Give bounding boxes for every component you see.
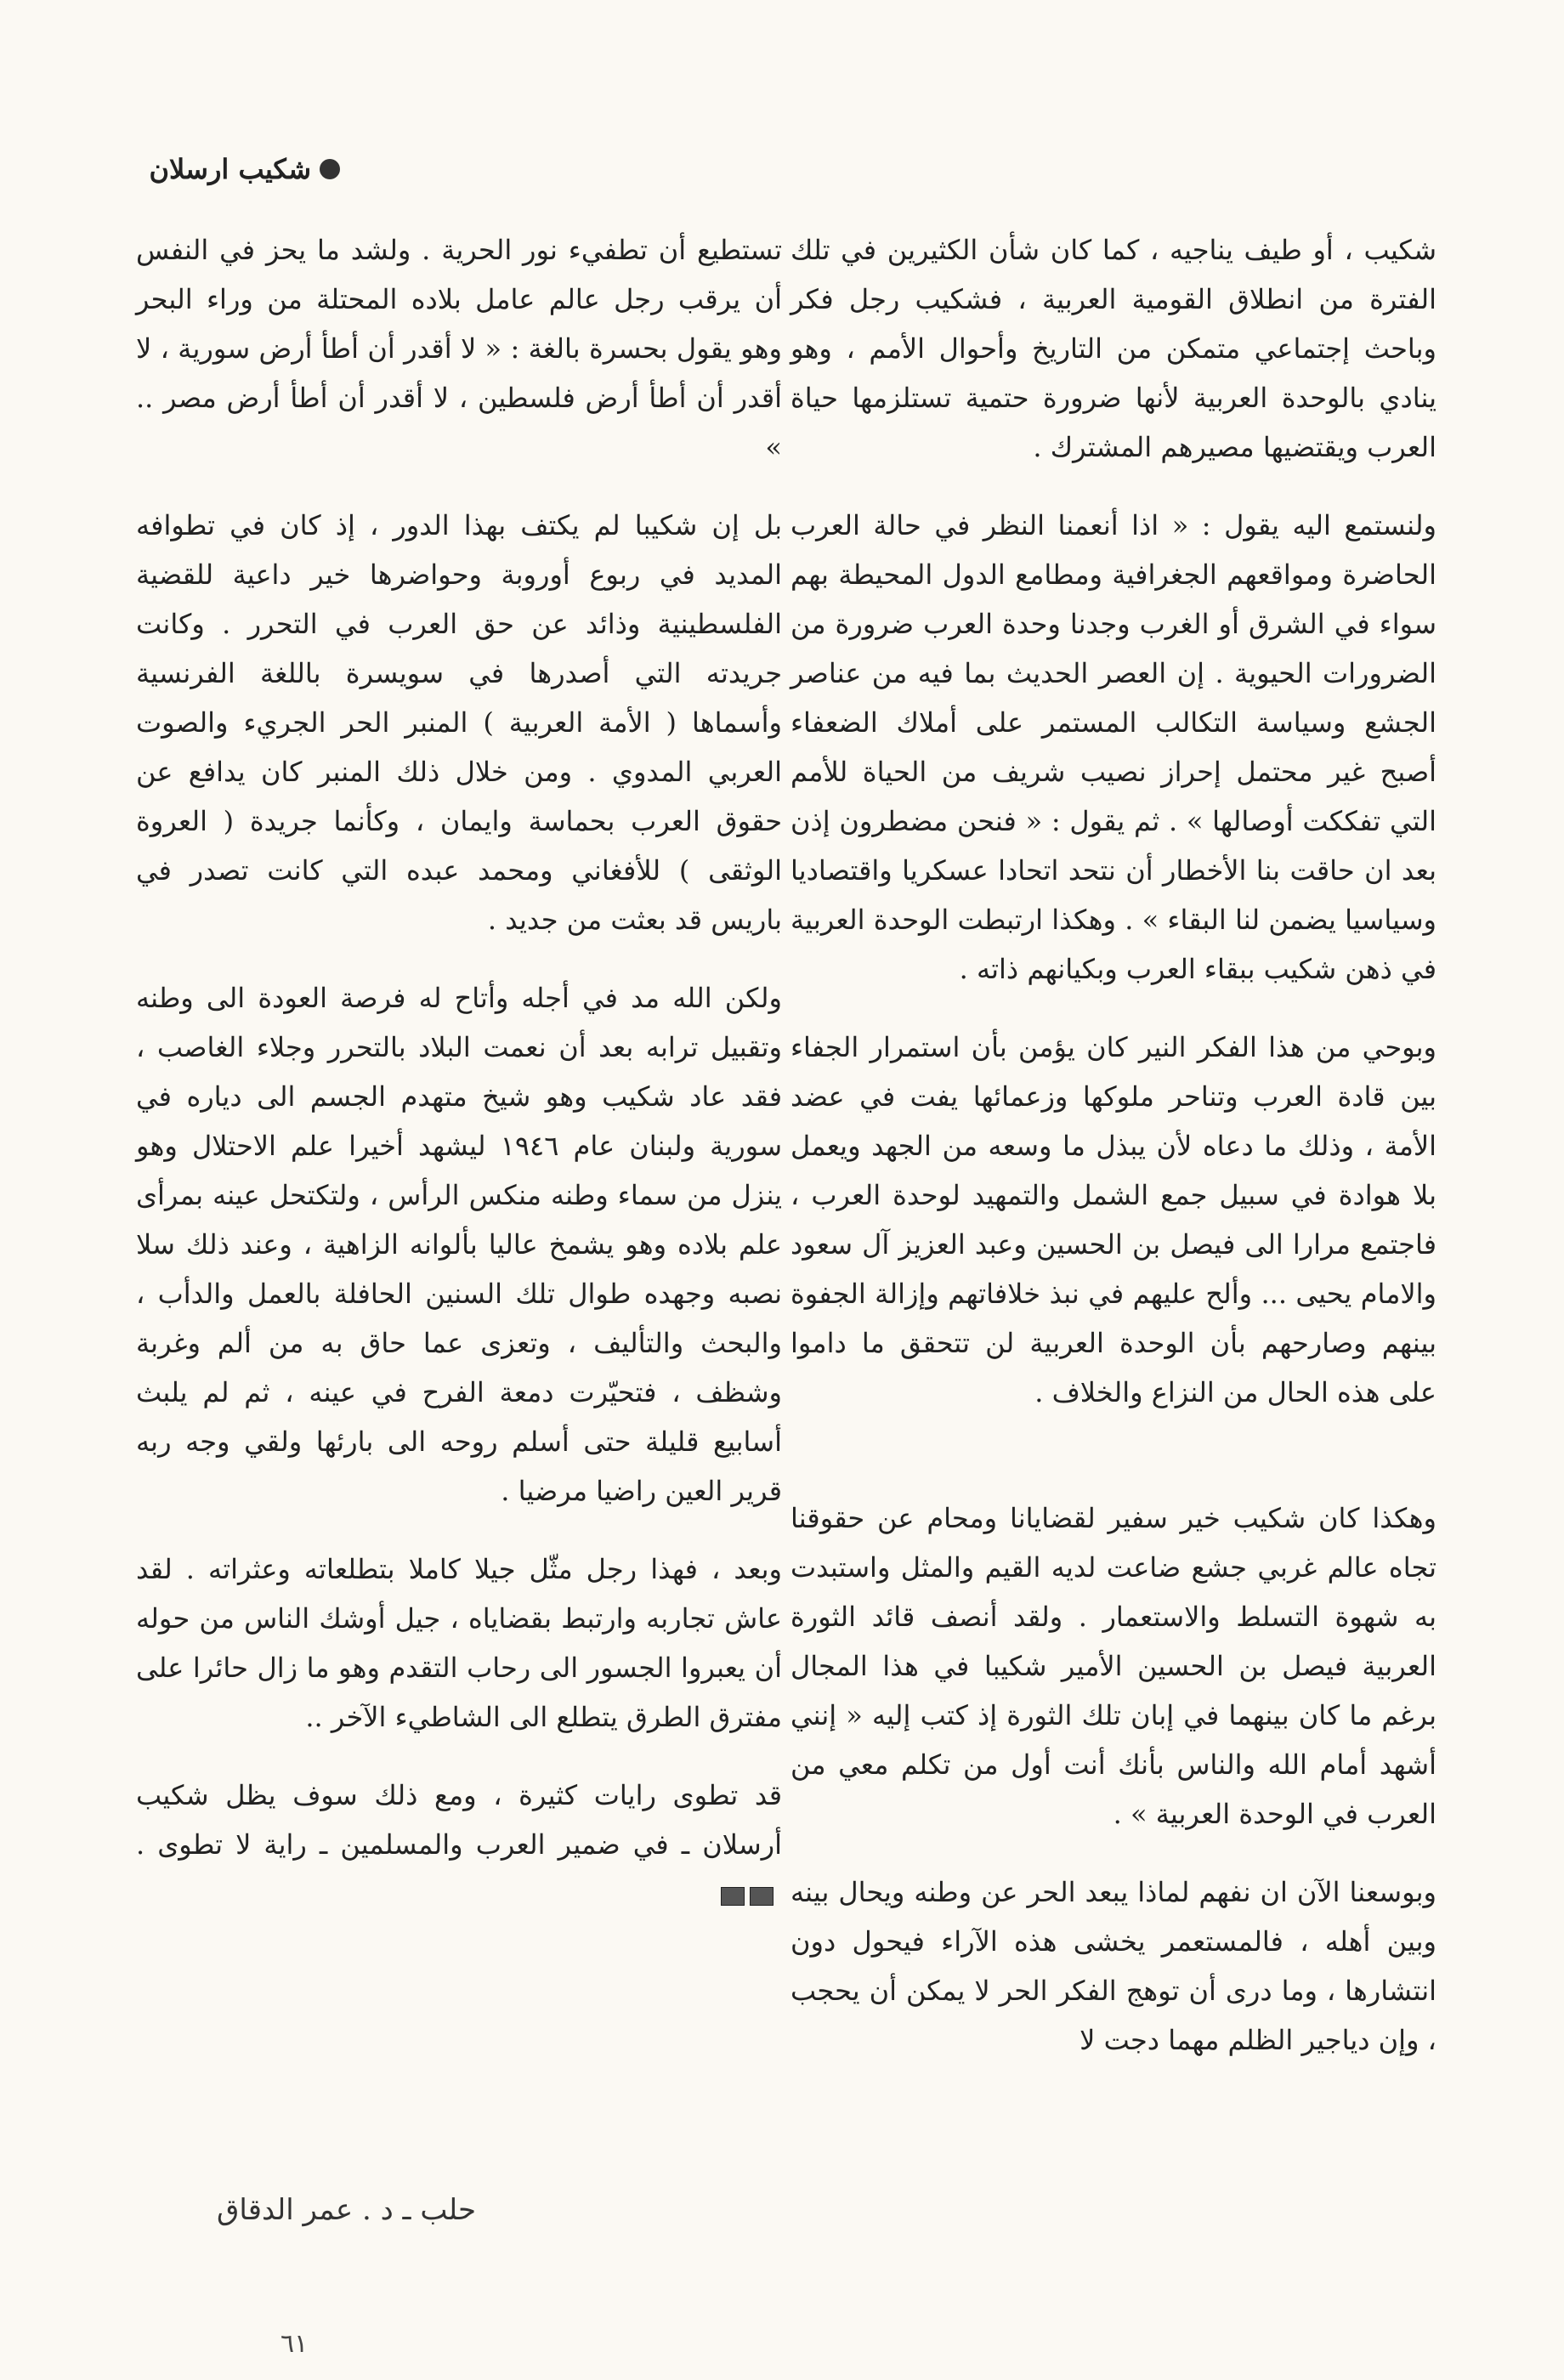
article-title: شكيب ارسلان [149,153,311,185]
paragraph: ولنستمع اليه يقول : « اذا أنعمنا النظر في حالة العرب الحاضرة ومواقعهم الجغرافية ومطامع الدول المحيطة بهم سواء في الشرق أو الغرب وجدنا وحدة العرب ضرورة من الضرورات الحيوية . إن العصر الحديث بما فيه من عناصر الجشع وسياسة التكالب المستمر على أملاك الضعفاء أصبح غير محتمل إحراز نصيب شريف من الحياة للأمم التي تفككت أوصالها » . ثم يقول : « فنحن مضطرون إذن بعد ان حاقت بنا الأخطار أن نتحد اتحادا عسكريا واقتصاديا وسياسيا يضمن لنا البقاء » . وهكذا ارتبطت الوحدة العربية في ذهن شكيب ببقاء العرب وبكيانهم ذاته . [790,509,1436,985]
paragraph: وبوسعنا الآن ان نفهم لماذا يبعد الحر عن وطنه ويحال بينه وبين أهله ، فالمستعمر يخشى هذه الآراء فيحول دون انتشارها ، وما درى أن توهج الفكر الحر لا يمكن أن يحجب ، وإن دياجير الظلم مهما دجت لا [790,1876,1437,2056]
paragraph: وبعد ، فهذا رجل مثّل جيلا كاملا بتطلعاته وعثراته . لقد عاش تجاربه وارتبط بقضاياه ، جيل أوشك الناس من حوله أن يعبروا الجسور الى رحاب التقدم وهو ما زال حائرا على مفترق الطرق يتطلع الى الشاطيء الآخر .. [136,1553,782,1733]
paragraph: وبوحي من هذا الفكر النير كان يؤمن بأن استمرار الجفاء بين قادة العرب وتناحر ملوكها وزعمائها يفت في عضد الأمة ، وذلك ما دعاه لأن يبذل ما وسعه من الجهد ويعمل بلا هوادة في سبيل جمع الشمل والتمهيد لوحدة العرب ، فاجتمع مرارا الى فيصل بن الحسين وعبد العزيز آل سعود والامام يحيى ... وألح عليهم في نبذ خلافاتهم وإزالة الجفوة بينهم وصارحهم بأن الوحدة العربية لن تتحقق ما داموا على هذه الحال من النزاع والخلاف . [790,1031,1436,1408]
bullet-icon [320,159,340,179]
closing-text: قد تطوى رايات كثيرة ، ومع ذلك سوف يظل شكيب أرسلان ـ في ضمير العرب والمسلمين ـ راية لا تطوى . [136,1779,783,1861]
paragraph: تستطيع أن تطفيء نور الحرية . ولشد ما يحز في النفس أن يرقب رجل عالم عامل بلاده المحتلة من وراء البحر وهو يقول بحسرة بالغة : « لا أقدر أن أطأ أرض سورية ، لا أقدر أن أطأ أرض فلسطين ، لا أقدر أن أطأ أرض مصر .. » [136,234,783,463]
left-column [136,225,782,1947]
page-number: ٦١ [280,2329,309,2359]
right-column [790,225,1436,2094]
paragraph: ولكن الله مد في أجله وأتاح له فرصة العودة الى وطنه وتقبيل ترابه بعد أن نعمت البلاد بالتحرر وجلاء الغاصب ، فقد عاد شكيب وهو شيخ متهدم الجسم الى دياره في سورية ولبنان عام ١٩٤٦ ليشهد أخيرا علم الاحتلال وهو ينزل من سماء وطنه منكس الرأس ، ولتكتحل عينه بمرأى علم بلاده وهو يشمخ عاليا بألوانه الزاهية ، وعند ذلك سلا نصبه وجهده طوال تلك السنين الحافلة بالعمل والدأب ، والبحث والتأليف ، وتعزى عما حاق به من ألم وغربة وشظف ، فتحيّرت دمعة الفرح في عينه ، ثم لم يلبث أسابيع قليلة حتى أسلم روحه الى بارئها ولقي وجه ربه قرير العين راضيا مرضيا . [136,982,783,1507]
paragraph: شكيب ، أو طيف يناجيه ، كما كان شأن الكثيرين في تلك الفترة من انطلاق القومية العربية ، فشكيب رجل فكر وباحث إجتماعي متمكن من التاريخ وأحوال الأمم ، وهو ينادي بالوحدة العربية لأنها ضرورة حتمية تستلزمها حياة العرب ويقتضيها مصيرهم المشترك . [790,234,1437,463]
paragraph: وهكذا كان شكيب خير سفير لقضايانا ومحام عن حقوقنا تجاه عالم غربي جشع ضاعت لديه القيم والمثل واستبدت به شهوة التسلط والاستعمار . ولقد أنصف قائد الثورة العربية فيصل بن الحسين الأمير شكيبا في هذا المجال برغم ما كان بينهما في إبان تلك الثورة إذ كتب إليه « إنني أشهد أمام الله والناس بأنك أنت أول من تكلم معي من العرب في الوحدة العربية » . [790,1502,1437,1830]
end-of-article-icon [721,1887,774,1906]
paragraph: بل إن شكيبا لم يكتف بهذا الدور ، إذ كان في تطوافه المديد في ربوع أوروبة وحواضرها خير داعية للقضية الفلسطينية وذائد عن حق العرب في التحرر . وكانت جريدته التي أصدرها في سويسرة باللغة الفرنسية وأسماها ( الأمة العربية ) المنبر الحر الجريء والصوت العربي المدوي . ومن خلال ذلك المنبر كان يدافع عن حقوق العرب بحماسة وايمان ، وكأنما جريدة ( العروة الوثقى ) للأفغاني ومحمد عبده التي كانت تصدر في باريس قد بعثت من جديد . [136,509,782,936]
author-signature: حلب ـ د . عمر الدقاق [217,2193,476,2227]
paragraph-final [136,1771,782,1918]
article-header [94,153,340,185]
